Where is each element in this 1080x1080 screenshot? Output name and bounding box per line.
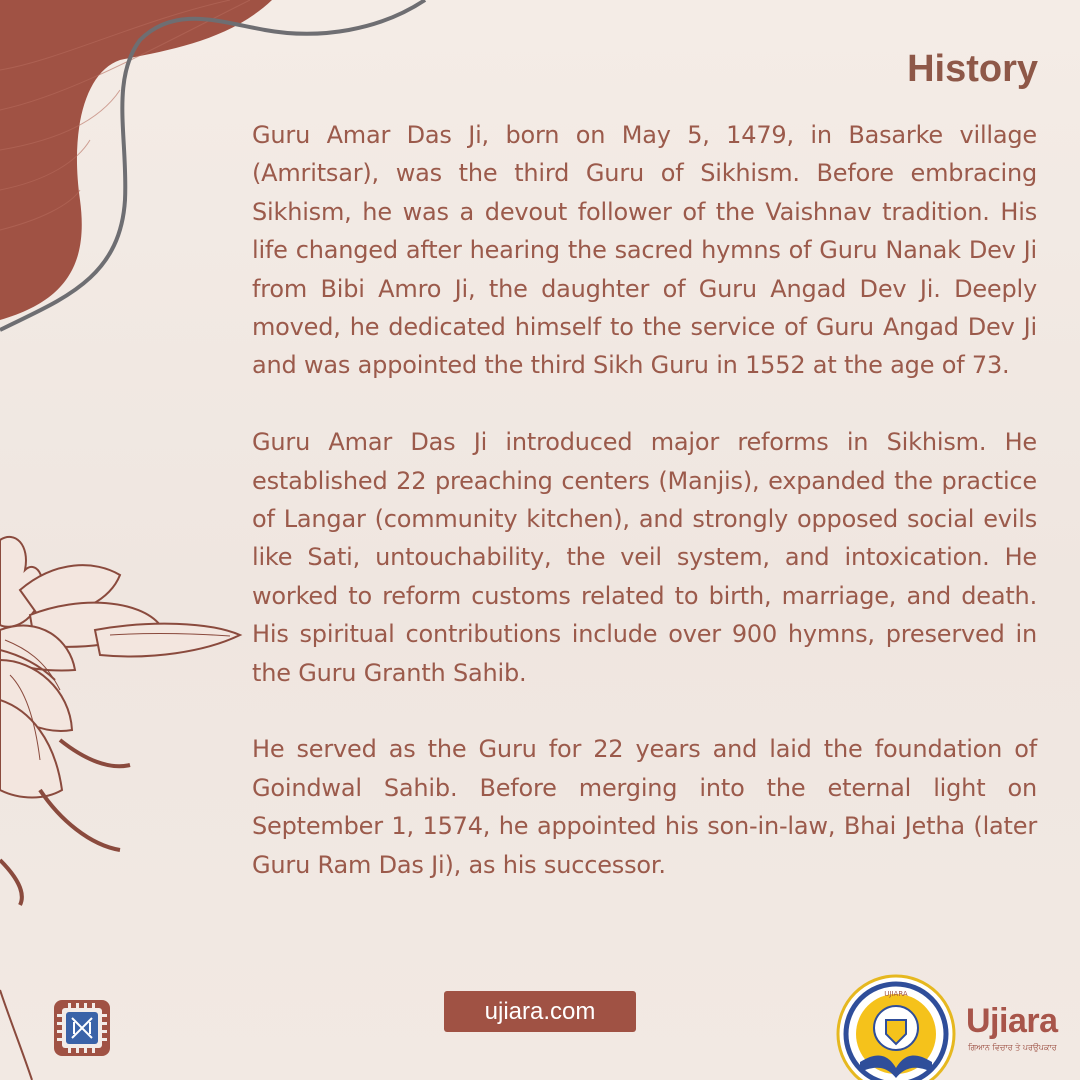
- page-title: History: [907, 48, 1038, 90]
- history-text: [252, 116, 1037, 922]
- website-link[interactable]: ujiara.com: [444, 991, 636, 1032]
- brand-tagline: ਗਿਆਨ ਵਿਚਾਰ ਤੇ ਪਰਉਪਕਾਰ: [968, 1043, 1057, 1052]
- circuit-chip-logo-icon: [54, 1000, 110, 1056]
- flower-illustration-icon: [0, 537, 240, 1080]
- brand-name: Ujiara: [966, 1002, 1058, 1040]
- svg-text:UJIARA: UJIARA: [884, 990, 908, 998]
- paragraph-reforms: Guru Amar Das Ji introduced major reforms in Sikhism. He established 22 preaching centers (Manjis), expanded the practice of Langar (community kitchen), and strongly opposed social evils like Sati, untouchability, the veil system, and intoxication. He worked to reform customs related to birth, marriage, and death. His spiritual contributions include over 900 hymns, preserved in the Guru Granth Sahib.: [252, 428, 1037, 687]
- paragraph-birth-and-appointment: Guru Amar Das Ji, born on May 5, 1479, in Basarke village (Amritsar), was the third Guru of Sikhism. Before embracing Sikhism, he was a devout follower of the Vaishnav tradition. His life changed after hearing the sacred hymns of Guru Nanak Dev Ji from Bibi Amro Ji, the daughter of Guru Angad Dev Ji. Deeply moved, he dedicated himself to the service of Guru Angad Dev Ji and was appointed the third Sikh Guru in 1552 at the age of 73.: [252, 121, 1037, 380]
- paragraph-legacy: He served as the Guru for 22 years and laid the foundation of Goindwal Sahib. Before merging into the eternal light on September 1, 1574, he appointed his son-in-law, Bhai Jetha (later Guru Ram Das Ji), as his successor.: [252, 735, 1037, 879]
- ujiara-seal-emblem-icon: [834, 972, 958, 1080]
